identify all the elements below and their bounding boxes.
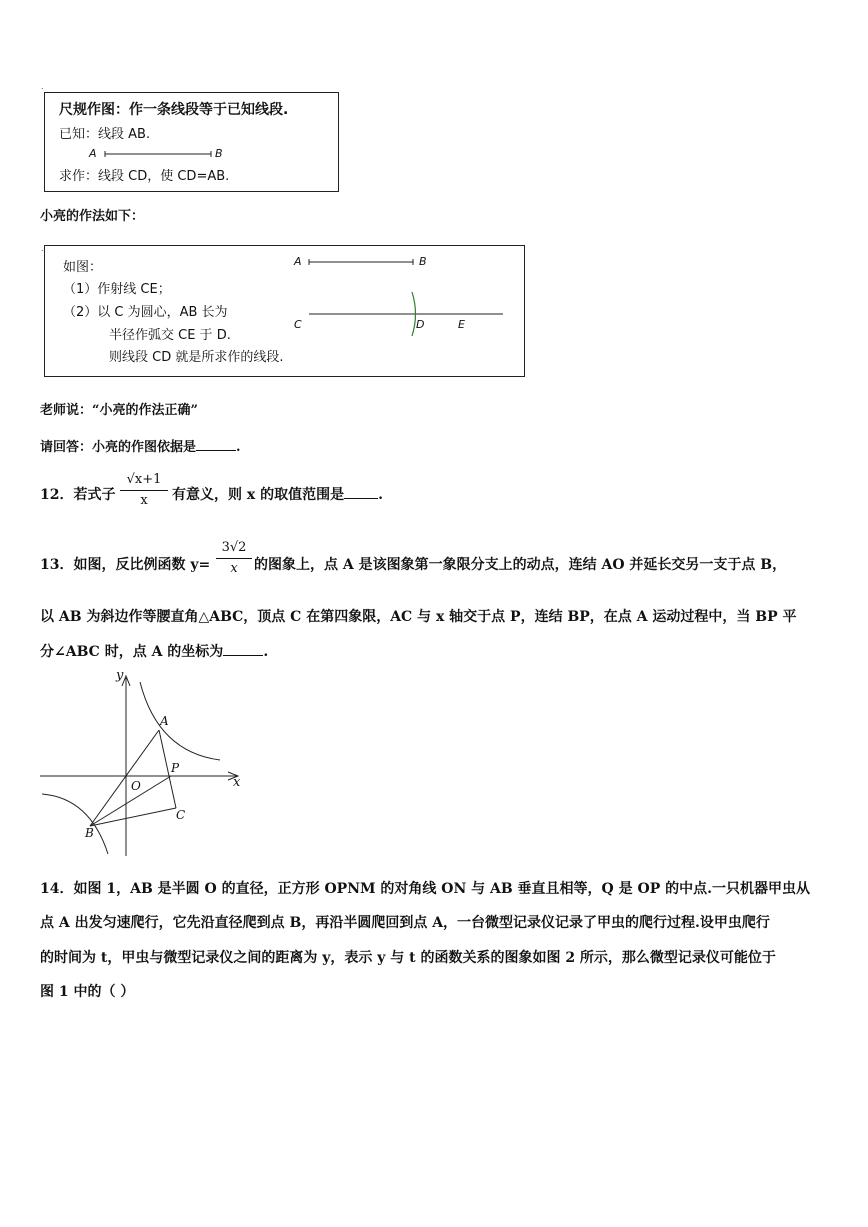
segment-label-b: B — [215, 147, 223, 160]
q13-label-y: y — [116, 668, 124, 683]
method-box — [44, 245, 525, 377]
task-given: 已知：线段 AB. — [59, 127, 151, 142]
q13-line-3 — [40, 641, 268, 661]
q14-line-4: 图 1 中的（ ） — [40, 984, 135, 1000]
construction-task-box — [44, 92, 339, 192]
q13-label-p: P — [171, 761, 180, 775]
fig-label-d: D — [416, 318, 425, 331]
please-answer-end: . — [236, 440, 241, 455]
corner-mark: ˙ — [40, 88, 45, 98]
q13-numerator: 3√2 — [221, 540, 247, 555]
q13-figure — [38, 668, 248, 860]
q13-label-o: O — [131, 779, 141, 793]
fig-label-a: A — [294, 255, 302, 268]
q13-line-1: 的图象上，点 A 是该图象第一象限分支上的动点，连结 AO 并延长交另一支于点 B， — [254, 557, 787, 573]
corner-mark-2: ˙ — [40, 250, 45, 260]
fig-label-e: E — [458, 318, 465, 331]
q12-suffix-text: 有意义，则 x 的取值范围是 — [172, 487, 345, 503]
q13-label-x: x — [233, 775, 241, 790]
task-title: 尺规作图：作一条线段等于已知线段. — [59, 102, 289, 118]
method-line-3: （2）以 C 为圆心，AB 长为 — [63, 305, 228, 320]
please-answer-text: 请回答：小亮的作图依据是 — [40, 440, 197, 455]
q12-blank[interactable] — [344, 484, 378, 499]
q13-prefix: 13．如图，反比例函数 y= — [40, 557, 211, 573]
answer-blank[interactable] — [196, 436, 236, 451]
q13-line-3-text: 分∠ABC 时，点 A 的坐标为 — [40, 644, 224, 660]
xiaoliang-intro: 小亮的作法如下： — [40, 209, 145, 224]
q12-end: . — [378, 487, 383, 503]
q12-numerator: √x+1 — [126, 472, 162, 487]
method-line-4: 半径作弧交 CE 于 D. — [109, 328, 231, 343]
q13-label-b: B — [85, 826, 94, 840]
q13-end: . — [263, 644, 269, 660]
q14-line-3: 的时间为 t，甲虫与微型记录仪之间的距离为 y，表示 y 与 t 的函数关系的图象如图 2 所示，那么微型记录仪可能位于 — [40, 950, 776, 966]
q14-line-1: 14．如图 1，AB 是半圆 O 的直径，正方形 OPNM 的对角线 ON 与 AB 垂直且相等，Q 是 OP 的中点.一只机器甲虫从 — [40, 881, 810, 897]
q13-blank[interactable] — [223, 641, 263, 656]
fig-label-b: B — [419, 255, 427, 268]
q12-suffix — [172, 484, 383, 504]
fig-segment-ab — [307, 258, 417, 266]
please-answer — [40, 436, 241, 455]
q14-line-2: 点 A 出发匀速爬行，它先沿直径爬到点 B，再沿半圆爬回到点 A，一台微型记录仪记录了甲虫的爬行过程.设甲虫爬行 — [40, 915, 770, 931]
method-line-1: 如图： — [63, 260, 103, 275]
fig-ray-ce-with-arc — [307, 288, 507, 338]
segment-label-a: A — [89, 147, 97, 160]
method-line-5: 则线段 CD 就是所求作的线段. — [109, 350, 284, 365]
q13-denominator: x — [230, 561, 238, 576]
q13-line-2: 以 AB 为斜边作等腰直角△ABC，顶点 C 在第四象限，AC 与 x 轴交于点 P，连结 BP，在点 A 运动过程中，当 BP 平 — [40, 609, 797, 625]
segment-ab — [103, 150, 215, 158]
q12-fraction — [120, 472, 168, 511]
task-find: 求作：线段 CD，使 CD=AB. — [59, 169, 230, 184]
teacher-says: 老师说：“小亮的作法正确” — [40, 403, 198, 418]
q12-denominator: x — [140, 493, 148, 508]
fig-label-c: C — [294, 318, 302, 331]
q13-label-a: A — [160, 714, 169, 728]
q12-prefix: 12．若式子 — [40, 487, 116, 503]
q13-fraction — [216, 540, 252, 579]
q13-label-c: C — [176, 808, 186, 822]
method-line-2: （1）作射线 CE； — [63, 282, 171, 297]
